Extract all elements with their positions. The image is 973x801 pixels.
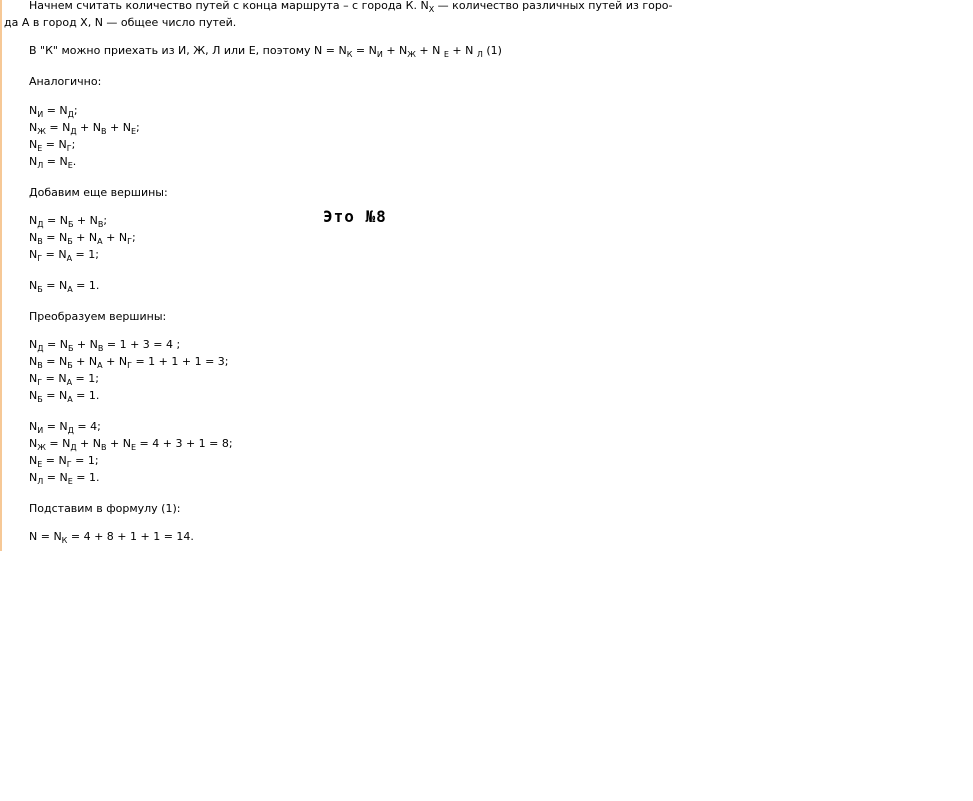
transform-eq-3: $N_Г = N_А = 1$;: [29, 372, 99, 387]
add-eq-2: $N_В = N_Б + N_А + N_Г$;: [29, 231, 136, 246]
formula-1: В "К" можно приехать из И, Ж, Л или Е, поэтому $N = N_К = N_И + N_Ж + N$ $_Е$ + N $_Л$ (1): [29, 44, 502, 59]
analog-eq-4: $N_Л = N_Е$.: [29, 155, 77, 170]
stamp-label: Это №8: [323, 207, 387, 226]
result-eq-4: $N_Л = N_Е = 1$.: [29, 471, 100, 486]
add-eq-4: $N_Б = N_А = 1$.: [29, 279, 100, 294]
heading-analog: Аналогично:: [29, 75, 102, 88]
intro-line-1: Начнем считать количество путей с конца маршрута – с города К. $N_X$ — количество различных путей из горо-: [29, 0, 673, 14]
analog-eq-3: $N_Е = N_Г$;: [29, 138, 76, 153]
intro-line-2: да А в город Х, N — общее число путей.: [4, 16, 237, 29]
add-eq-3: $N_Г = N_А = 1$;: [29, 248, 99, 263]
transform-eq-2: $N_В = N_Б + N_А + N_Г = 1 + 1 + 1 = 3$;: [29, 355, 229, 370]
heading-substitute: Подставим в формулу (1):: [29, 502, 181, 515]
result-eq-3: $N_Е = N_Г = 1$;: [29, 454, 99, 469]
heading-add-vertices: Добавим еще вершины:: [29, 186, 168, 199]
add-eq-1: $N_Д = N_Б + N_В$;: [29, 214, 108, 229]
analog-eq-1: $N_И = N_Д$;: [29, 104, 78, 119]
heading-transform: Преобразуем вершины:: [29, 310, 167, 323]
transform-eq-4: $N_Б = N_А = 1$.: [29, 389, 100, 404]
result-eq-1: $N_И = N_Д = 4$;: [29, 420, 101, 435]
transform-eq-1: $N_Д = N_Б + N_В = 1 + 3 = 4$ ;: [29, 338, 181, 353]
final-formula: $N = N_К = 4 + 8 + 1 + 1 = 14$.: [29, 530, 194, 545]
analog-eq-2: $N_Ж = N_Д + N_В + N_Е$;: [29, 121, 140, 136]
result-eq-2: $N_Ж = N_Д + N_В + N_Е = 4 + 3 + 1 = 8$;: [29, 437, 233, 452]
